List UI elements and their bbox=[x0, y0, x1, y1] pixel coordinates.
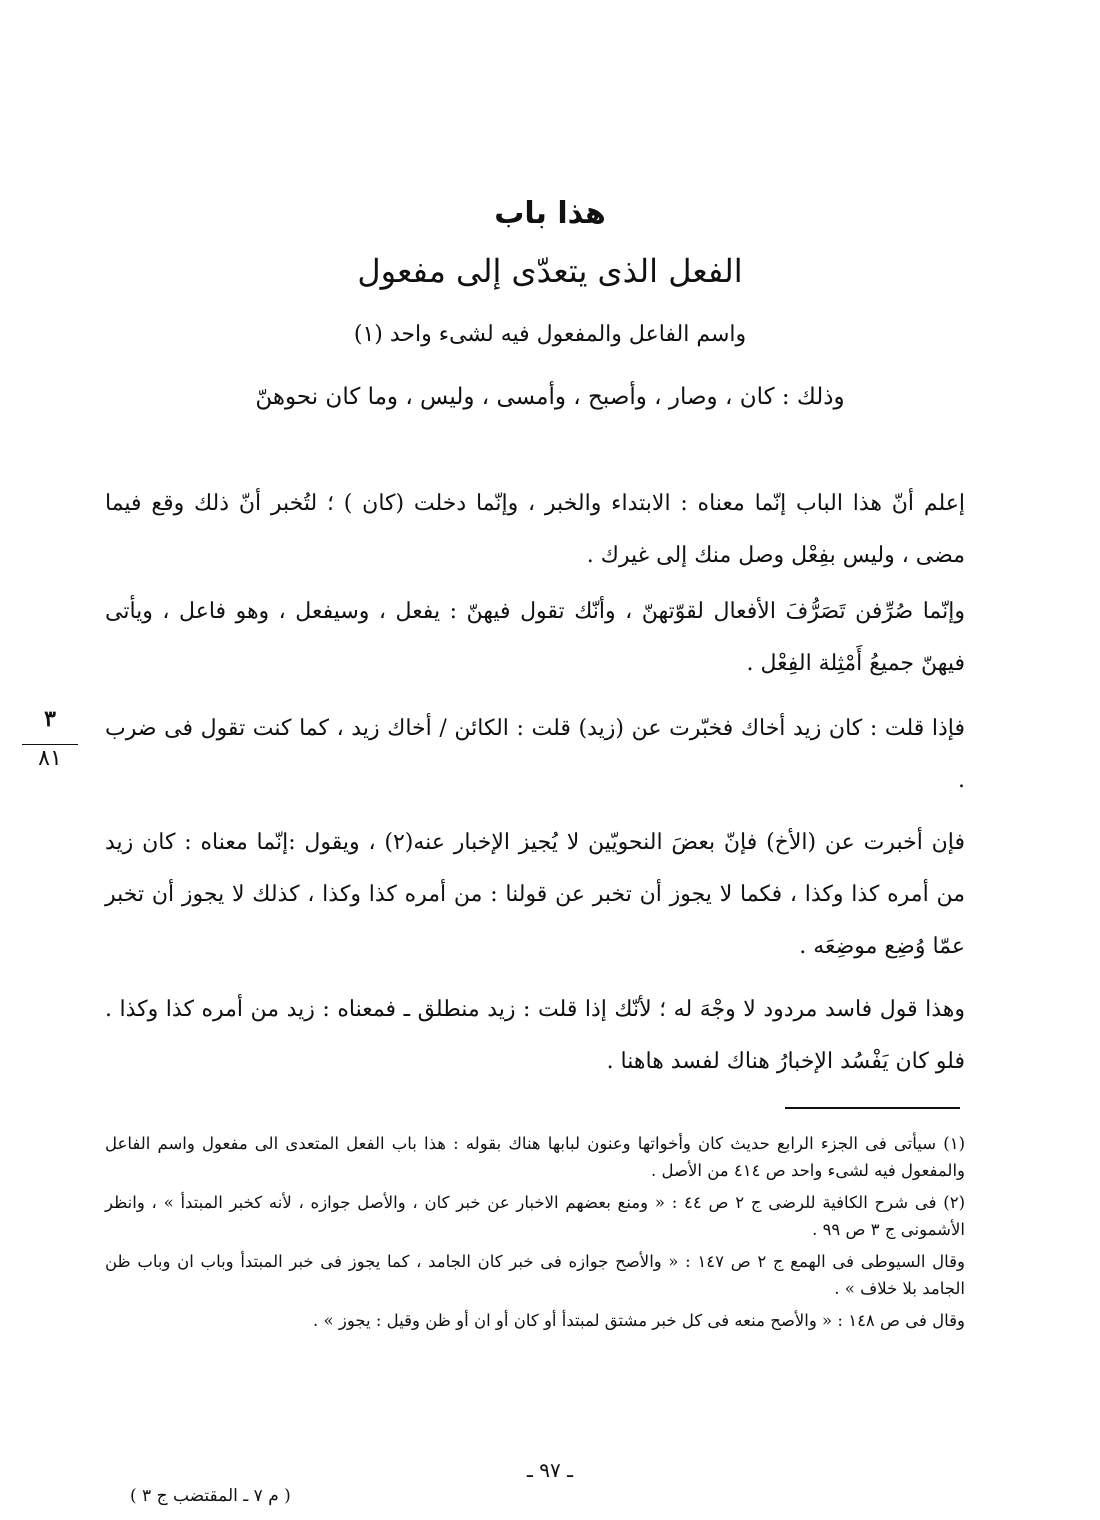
margin-ref-divider bbox=[22, 744, 78, 745]
margin-ref-bottom: ٨١ bbox=[38, 746, 62, 771]
paragraph-5 bbox=[105, 984, 965, 1088]
chapter-subtitle-line4: وذلك : كان ، وصار ، وأصبح ، وأمسى ، وليس ، وما كان نحوهنّ bbox=[255, 384, 845, 410]
chapter-subtitle-line3: واسم الفاعل والمفعول فيه لشىء واحد (١) bbox=[353, 322, 747, 347]
paragraph-3 bbox=[105, 703, 965, 807]
footnote-1: (١) سيأتى فى الجزء الرابع حديث كان وأخواتها وعنون لبابها هناك بقوله : هذا باب الفعل المتعدى الى مفعول واسم الفاعل والمفعول فيه لشىء واحد ص ٤١٤ من الأصل . bbox=[105, 1134, 965, 1180]
printer-signature: ( م ٧ ـ المقتضب ج ٣ ) bbox=[130, 1486, 291, 1506]
chapter-subtitle: الفعل الذى يتعدّى إلى مفعول bbox=[357, 252, 743, 290]
paragraph-2-text: وإنّما صُرِّفن تَصَرُّفَ الأفعال لقوّتهنّ ، وأنّك تقول فيهنّ : يفعل ، وسيفعل ، وهو فاعل ، ويأتى فيهنّ جميعُ أَمْثِلة الفِعْل . bbox=[105, 599, 965, 676]
paragraph-1 bbox=[105, 478, 965, 582]
footnote-2: (٢) فى شرح الكافية للرضى ج ٢ ص ٤٤ : « ومنع بعضهم الاخبار عن خبر كان ، والأصل جوازه ، لأنه كخبر المبتدأ » ، وانظر الأشمونى ج ٣ ص ٩٩ . bbox=[105, 1193, 965, 1239]
footnotes bbox=[105, 1130, 965, 1339]
paragraph-1-text: إعلم أنّ هذا الباب إنّما معناه : الابتداء والخبر ، وإنّما دخلت (كان ) ؛ لتُخبر أنّ ذلك وقع فيما مضى ، وليس بفِعْل وصل منك إلى غيرك . bbox=[105, 491, 965, 568]
page-number: ـ ٩٧ ـ bbox=[527, 1458, 573, 1482]
paragraph-3-text: فإذا قلت : كان زيد أخاك فخبّرت عن (زيد) قلت : الكائن / أخاك زيد ، كما كنت تقول فى ضرب . bbox=[105, 716, 965, 793]
paragraph-4 bbox=[105, 817, 965, 973]
chapter-heading: هذا باب bbox=[494, 196, 606, 231]
paragraph-2 bbox=[105, 586, 965, 690]
footnote-2-continued-b: وقال فى ص ١٤٨ : « والأصح منعه فى كل خبر مشتق لمبتدأ أو كان أو ان أو ظن وقيل : يجوز » . bbox=[313, 1311, 965, 1330]
margin-ref-top: ٣ bbox=[44, 706, 56, 732]
footnote-separator bbox=[785, 1107, 960, 1109]
footnote-2-continued-a: وقال السيوطى فى الهمع ج ٢ ص ١٤٧ : « والأصح جوازه فى خبر كان الجامد ، كما يجوز فى خبر المبتدأ وباب ان وباب ظن الجامد بلا خلاف » . bbox=[105, 1252, 965, 1298]
paragraph-5-text: وهذا قول فاسد مردود لا وجْهَ له ؛ لأنّك إذا قلت : زيد منطلق ـ فمعناه : زيد من أمره كذا وكذا . فلو كان يَفْسُد الإخبارُ هناك لفسد هاهنا . bbox=[105, 997, 965, 1074]
paragraph-4-text: فإن أخبرت عن (الأخ) فإنّ بعضَ النحويّين لا يُجيز الإخبار عنه(٢) ، ويقول :إنّما معناه : كان زيد من أمره كذا وكذا ، فكما لا يجوز أن تخبر عن قولنا : من أمره كذا وكذا ، كذلك لا يجوز أن تخبر عمّا وُضِع موضِعَه . bbox=[105, 830, 965, 959]
